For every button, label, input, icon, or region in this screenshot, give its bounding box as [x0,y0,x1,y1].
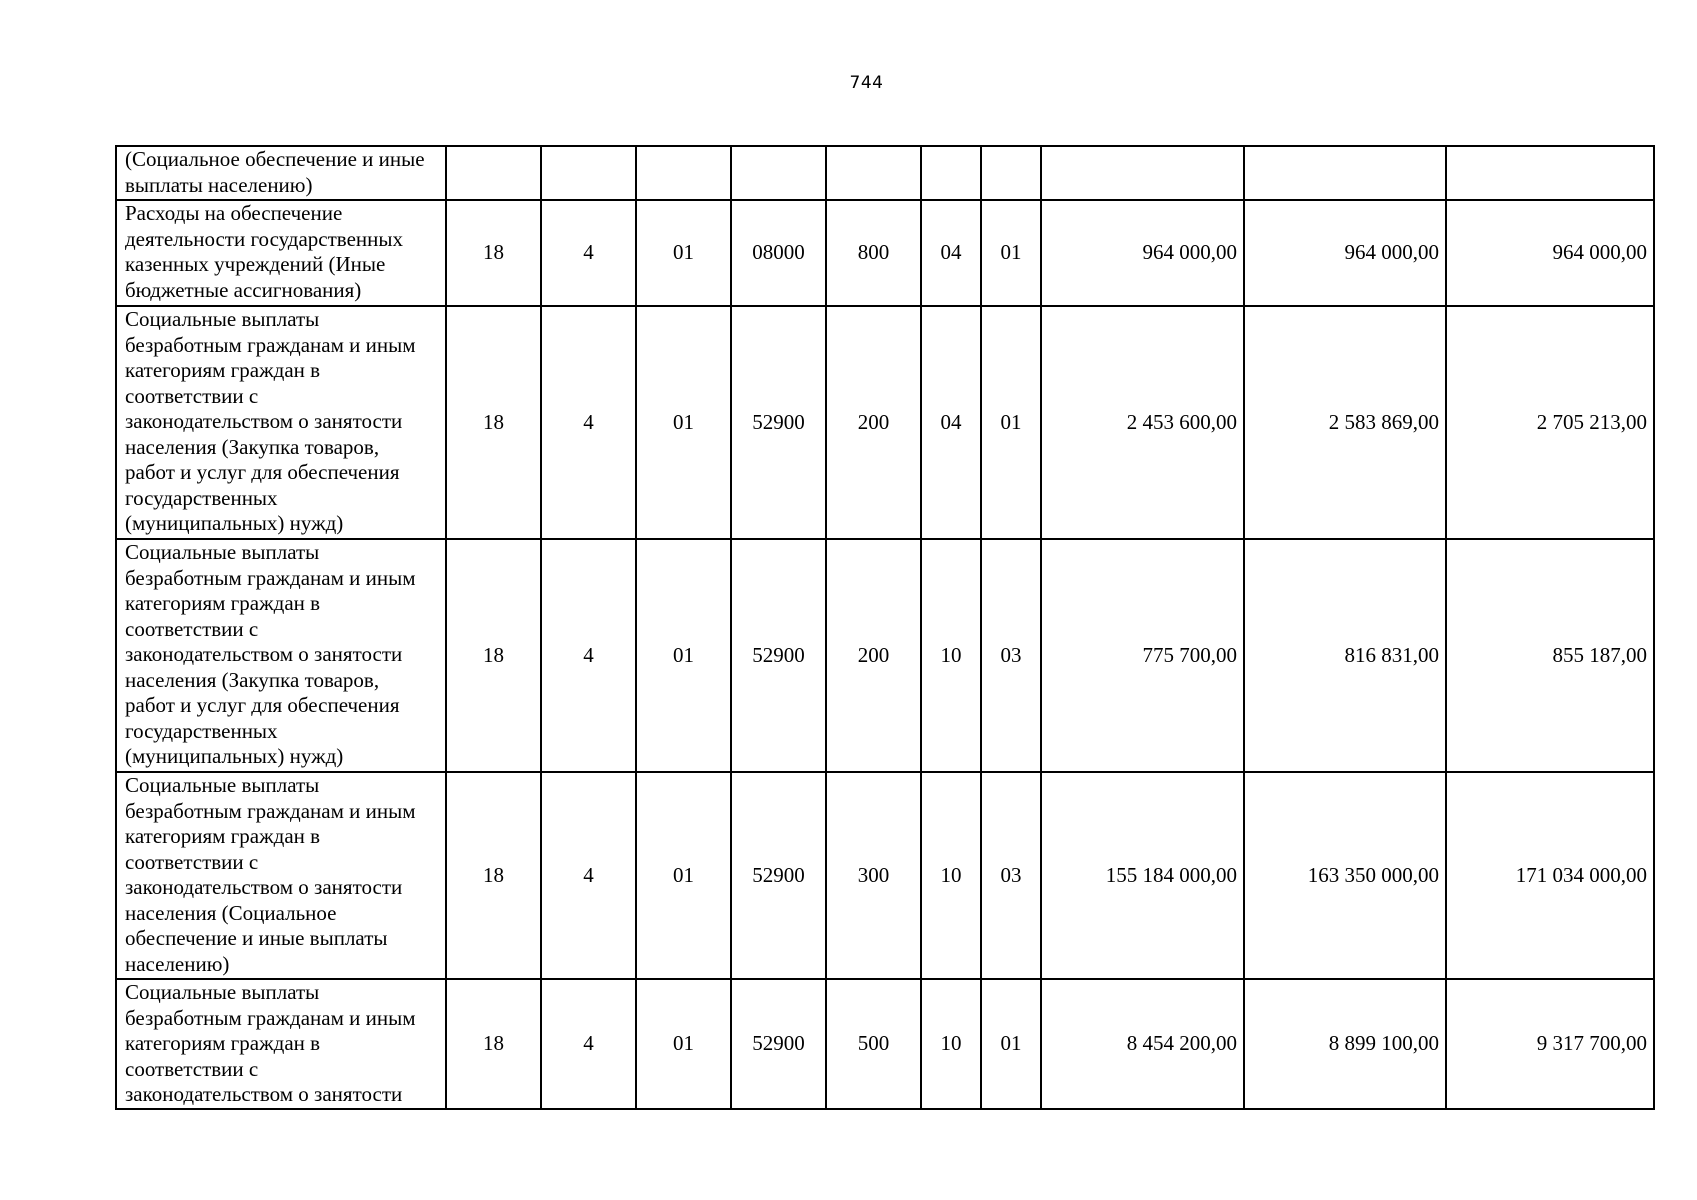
code-cell: 500 [826,979,921,1109]
amount-cell: 155 184 000,00 [1041,772,1244,979]
code-cell: 01 [981,200,1041,306]
table-row [116,772,1654,979]
amount-cell [1244,146,1446,200]
code-cell: 01 [636,200,731,306]
code-cell [636,146,731,200]
code-cell: 52900 [731,539,826,772]
row-description: (Социальное обеспечение и иные выплаты населению) [116,146,446,200]
amount-cell: 816 831,00 [1244,539,1446,772]
code-cell: 18 [446,539,541,772]
amount-cell: 163 350 000,00 [1244,772,1446,979]
code-cell: 01 [636,306,731,539]
code-cell: 200 [826,306,921,539]
code-cell: 04 [921,200,981,306]
page-number: 744 [849,73,884,93]
code-cell: 4 [541,200,636,306]
code-cell: 08000 [731,200,826,306]
amount-cell: 2 583 869,00 [1244,306,1446,539]
table-row [116,539,1654,772]
row-description: Социальные выплаты безработным гражданам и иным категориям граждан в соответствии с законодательством о занятости населения (Закупка товаров, работ и услуг для обеспечения государственных (муниципальных) нужд) [116,539,446,772]
code-cell: 300 [826,772,921,979]
code-cell: 200 [826,539,921,772]
code-cell: 01 [636,979,731,1109]
amount-cell: 855 187,00 [1446,539,1654,772]
code-cell [731,146,826,200]
table-row [116,306,1654,539]
code-cell: 18 [446,772,541,979]
code-cell: 4 [541,979,636,1109]
code-cell: 18 [446,200,541,306]
amount-cell: 9 317 700,00 [1446,979,1654,1109]
code-cell [981,146,1041,200]
amount-cell: 964 000,00 [1446,200,1654,306]
code-cell: 4 [541,306,636,539]
code-cell [921,146,981,200]
code-cell: 10 [921,772,981,979]
code-cell: 01 [981,979,1041,1109]
code-cell: 4 [541,772,636,979]
code-cell: 18 [446,979,541,1109]
code-cell: 03 [981,539,1041,772]
budget-table [115,145,1655,1110]
code-cell: 18 [446,306,541,539]
code-cell: 52900 [731,772,826,979]
code-cell: 03 [981,772,1041,979]
row-description: Социальные выплаты безработным гражданам и иным категориям граждан в соответствии с законодательством о занятости населения (Закупка товаров, работ и услуг для обеспечения государственных (муниципальных) нужд) [116,306,446,539]
amount-cell: 8 454 200,00 [1041,979,1244,1109]
table-row [116,979,1654,1109]
code-cell: 04 [921,306,981,539]
code-cell [446,146,541,200]
code-cell: 01 [636,772,731,979]
amount-cell: 964 000,00 [1244,200,1446,306]
row-description: Расходы на обеспечение деятельности государственных казенных учреждений (Иные бюджетные ассигнования) [116,200,446,306]
amount-cell [1446,146,1654,200]
code-cell: 01 [981,306,1041,539]
code-cell [826,146,921,200]
row-description: Социальные выплаты безработным гражданам и иным категориям граждан в соответствии с законодательством о занятости [116,979,446,1109]
amount-cell: 964 000,00 [1041,200,1244,306]
amount-cell: 2 705 213,00 [1446,306,1654,539]
table-row [116,200,1654,306]
code-cell: 10 [921,979,981,1109]
code-cell: 52900 [731,979,826,1109]
code-cell [541,146,636,200]
code-cell: 4 [541,539,636,772]
amount-cell: 775 700,00 [1041,539,1244,772]
code-cell: 01 [636,539,731,772]
amount-cell: 2 453 600,00 [1041,306,1244,539]
amount-cell: 8 899 100,00 [1244,979,1446,1109]
amount-cell: 171 034 000,00 [1446,772,1654,979]
code-cell: 52900 [731,306,826,539]
amount-cell [1041,146,1244,200]
row-description: Социальные выплаты безработным гражданам и иным категориям граждан в соответствии с законодательством о занятости населения (Социальное обеспечение и иные выплаты населению) [116,772,446,979]
code-cell: 800 [826,200,921,306]
table-row [116,146,1654,200]
code-cell: 10 [921,539,981,772]
